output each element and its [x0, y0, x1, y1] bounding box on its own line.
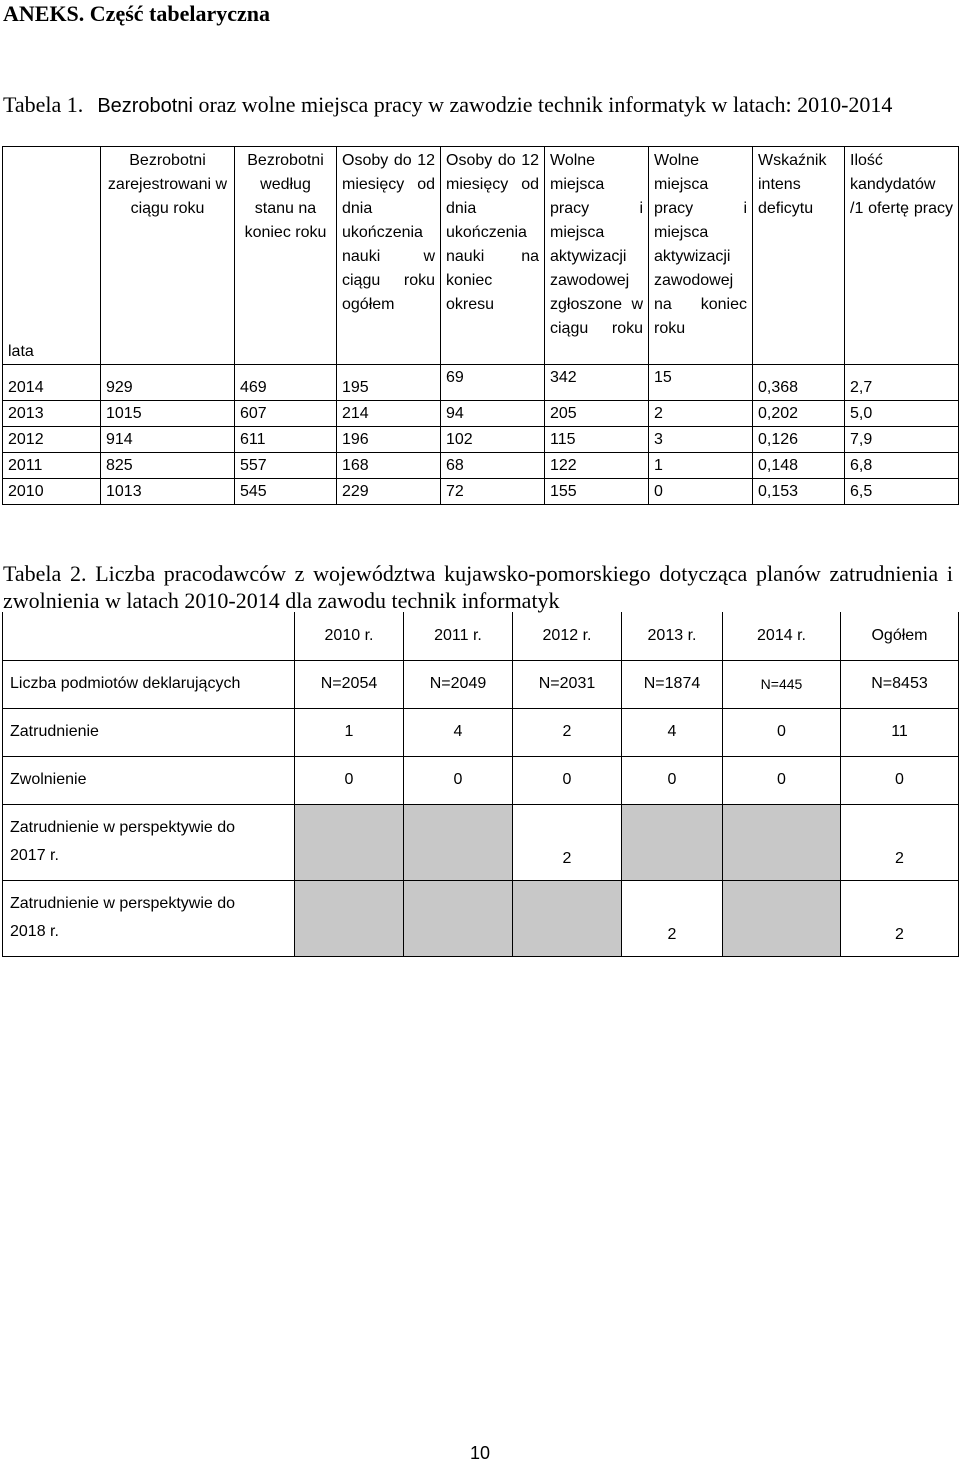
table-cell: 2 — [513, 708, 622, 756]
table-cell: 2013 — [3, 401, 101, 427]
table-row — [3, 880, 959, 956]
header-cell: Ogółem — [841, 612, 959, 660]
header-cell: 2012 r. — [513, 612, 622, 660]
table-cell: 545 — [235, 479, 337, 505]
table-row — [3, 804, 959, 880]
table-cell: 2 — [841, 804, 959, 880]
table2-header-row — [3, 612, 959, 660]
row-label-line1: Zatrudnienie w perspektywie do — [10, 895, 236, 912]
table-cell: N=2054 — [295, 660, 404, 708]
table-row — [3, 365, 959, 401]
header-cell: Ilość kandydatów /1 ofertę pracy — [845, 147, 959, 365]
table-cell: 0 — [841, 756, 959, 804]
table-cell: 0 — [622, 756, 723, 804]
table-cell: 2,7 — [845, 365, 959, 401]
table-row — [3, 479, 959, 505]
table-cell: 6,8 — [845, 453, 959, 479]
table-cell: 94 — [441, 401, 545, 427]
table-cell: 7,9 — [845, 427, 959, 453]
table-cell: 0 — [723, 708, 841, 756]
table-cell: 0 — [513, 756, 622, 804]
table-cell: 557 — [235, 453, 337, 479]
table-cell: 825 — [101, 453, 235, 479]
shaded-cell — [295, 804, 404, 880]
row-label: Zatrudnienie — [3, 708, 295, 756]
table-cell: 196 — [337, 427, 441, 453]
table-cell: 205 — [545, 401, 649, 427]
header-cell: Bezrobotni zarejestrowani w ciągu roku — [101, 147, 235, 365]
table-cell: 3 — [649, 427, 753, 453]
table-cell: 72 — [441, 479, 545, 505]
table-cell: N=2049 — [404, 660, 513, 708]
table-cell: 102 — [441, 427, 545, 453]
table-cell: 2 — [622, 880, 723, 956]
header-cell: Bezrobotni według stanu na koniec roku — [235, 147, 337, 365]
table-cell: 68 — [441, 453, 545, 479]
header-cell: Wskaźnik intens deficytu — [753, 147, 845, 365]
table-cell: 607 — [235, 401, 337, 427]
page-heading: ANEKS. Część tabelaryczna — [3, 1, 271, 26]
table-cell: 11 — [841, 708, 959, 756]
table-cell: 0,153 — [753, 479, 845, 505]
row-label-line2: 2017 r. — [10, 847, 59, 864]
table-cell: 122 — [545, 453, 649, 479]
table-cell: 195 — [337, 365, 441, 401]
table1-caption-prefix: Tabela 1. — [3, 92, 84, 117]
header-cell: 2010 r. — [295, 612, 404, 660]
shaded-cell — [404, 880, 513, 956]
table-row — [3, 660, 959, 708]
table-row — [3, 708, 959, 756]
table-cell: 0,126 — [753, 427, 845, 453]
table-cell: 0 — [723, 756, 841, 804]
table-cell: N=445 — [723, 660, 841, 708]
table-cell: 2011 — [3, 453, 101, 479]
header-cell: Wolne miejsca pracy i miejsca aktywizacji zawodowej na koniec roku — [649, 147, 753, 365]
table-cell: 342 — [545, 365, 649, 401]
table1 — [2, 146, 959, 505]
table-cell: 2 — [513, 804, 622, 880]
table-cell: 5,0 — [845, 401, 959, 427]
row-label — [3, 880, 295, 956]
shaded-cell — [295, 880, 404, 956]
shaded-cell — [723, 804, 841, 880]
table-cell: 6,5 — [845, 479, 959, 505]
table-row — [3, 401, 959, 427]
table1-caption — [3, 92, 953, 119]
table-cell: 1 — [649, 453, 753, 479]
table-cell: 1 — [295, 708, 404, 756]
shaded-cell — [723, 880, 841, 956]
table-row — [3, 427, 959, 453]
header-cell: 2014 r. — [723, 612, 841, 660]
table1-caption-main: Bezrobotni — [97, 95, 193, 117]
table-row — [3, 453, 959, 479]
table-cell: 914 — [101, 427, 235, 453]
table-cell: N=2031 — [513, 660, 622, 708]
shaded-cell — [513, 880, 622, 956]
row-label — [3, 804, 295, 880]
shaded-cell — [404, 804, 513, 880]
page-number: 10 — [469, 1443, 491, 1463]
table-cell: 15 — [649, 365, 753, 401]
table-cell: 168 — [337, 453, 441, 479]
header-cell: 2013 r. — [622, 612, 723, 660]
row-label-line2: 2018 r. — [10, 923, 59, 940]
table-cell: 69 — [441, 365, 545, 401]
table-cell: 4 — [622, 708, 723, 756]
table2 — [2, 612, 959, 957]
table-cell: 469 — [235, 365, 337, 401]
table-cell: 4 — [404, 708, 513, 756]
table-cell: 929 — [101, 365, 235, 401]
row-label: Liczba podmiotów deklarujących — [3, 660, 295, 708]
header-cell: Osoby do 12 miesięcy od dnia ukończenia nauki na koniec okresu — [441, 147, 545, 365]
table-row — [3, 756, 959, 804]
header-cell: Wolne miejsca pracy i miejsca aktywizacji zawodowej zgłoszone w ciągu roku — [545, 147, 649, 365]
table-cell: 214 — [337, 401, 441, 427]
table-cell: 0,202 — [753, 401, 845, 427]
table-cell: 2 — [841, 880, 959, 956]
table1-header-row — [3, 147, 959, 365]
row-label: Zwolnienie — [3, 756, 295, 804]
table-cell: N=8453 — [841, 660, 959, 708]
header-cell: 2011 r. — [404, 612, 513, 660]
table-cell: 2010 — [3, 479, 101, 505]
corner-cell — [3, 612, 295, 660]
table-cell: 2014 — [3, 365, 101, 401]
table2-caption: Tabela 2. Liczba pracodawców z województwa kujawsko-pomorskiego dotycząca planów zatrudnienia i zwolnienia w latach 2010-2014 dla zawodu technik informatyk — [3, 561, 953, 613]
table-cell: 1013 — [101, 479, 235, 505]
shaded-cell — [622, 804, 723, 880]
table-cell: 0 — [404, 756, 513, 804]
table1-caption-rest: oraz wolne miejsca pracy w zawodzie technik informatyk w latach: 2010-2014 — [198, 92, 893, 117]
table-cell: 229 — [337, 479, 441, 505]
header-cell: Osoby do 12 miesięcy od dnia ukończenia nauki w ciągu roku ogółem — [337, 147, 441, 365]
table-cell: 0,148 — [753, 453, 845, 479]
table-cell: 1015 — [101, 401, 235, 427]
row-label-line1: Zatrudnienie w perspektywie do — [10, 819, 236, 836]
table-cell: 2012 — [3, 427, 101, 453]
corner-label: lata — [3, 147, 101, 365]
table-cell: 2 — [649, 401, 753, 427]
table-cell: 0,368 — [753, 365, 845, 401]
table-cell: N=1874 — [622, 660, 723, 708]
table-cell: 611 — [235, 427, 337, 453]
table-cell: 0 — [649, 479, 753, 505]
table-cell: 0 — [295, 756, 404, 804]
table-cell: 155 — [545, 479, 649, 505]
table-cell: 115 — [545, 427, 649, 453]
